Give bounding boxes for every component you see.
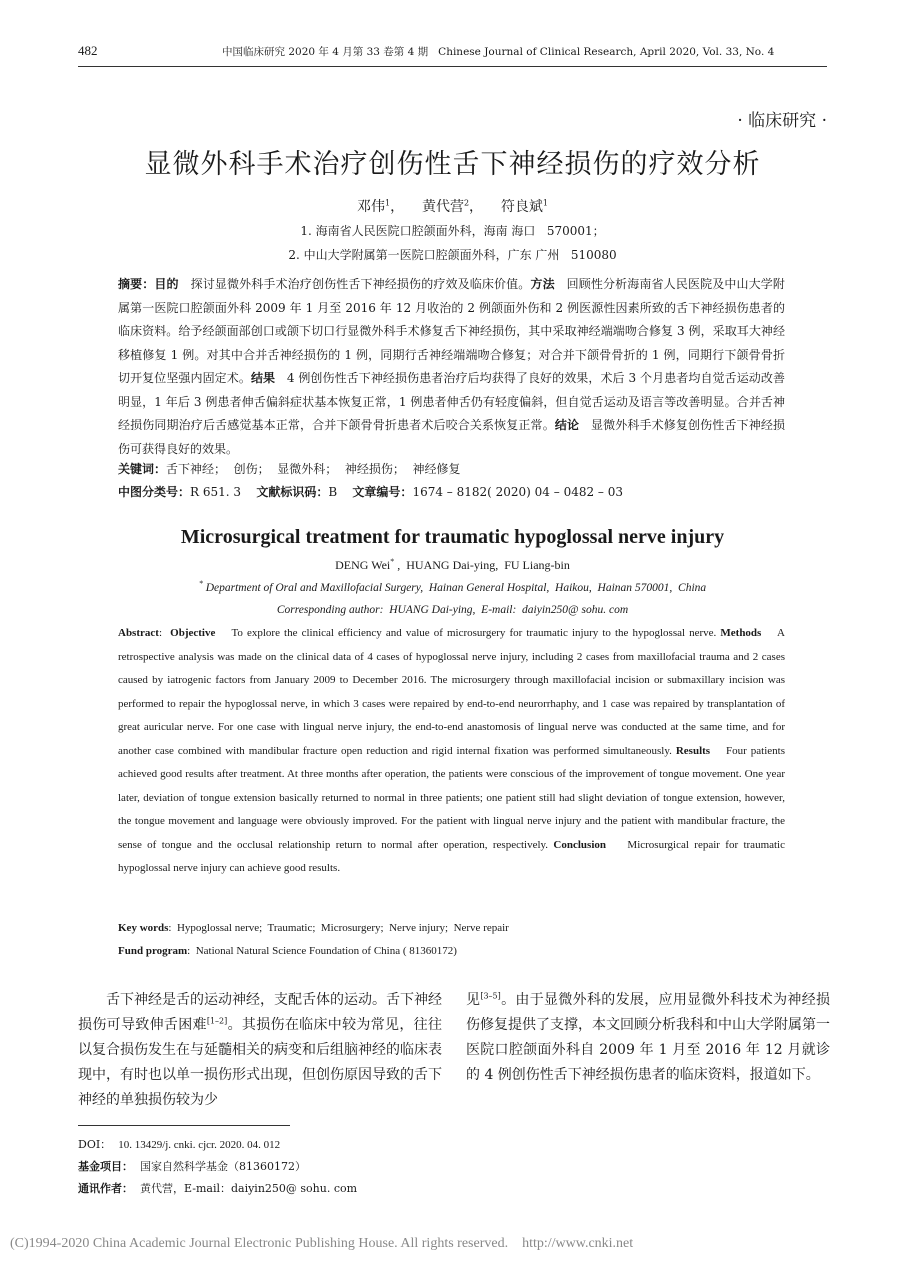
page-title: 显微外科手术治疗创伤性舌下神经损伤的疗效分析 xyxy=(144,149,761,180)
author-1: 邓伟 xyxy=(357,199,386,215)
header-divider xyxy=(78,66,827,67)
abstract-cn: 摘要：目的 探讨显微外科手术治疗创伤性舌下神经损伤的疗效及临床价值。方法 回顾性分析海南省人民医院及中山大学附属第一医院口腔颌面外科 2009 年 1 月至 2016 年 12 月收治的 2 例颌面外伤和 2 例医源性因素所致的舌下神经损伤患者的临床资料。给予经颌面部创口或颌下切口行显微外科手术修复舌下神经损伤，其中采取神经端端吻合修复 3 例，采取耳大神经移植修复 1 例。对其中合并舌神经损伤的 1 例，同期行舌神经端端吻合修复；对合并下颌骨骨折的 1 例，同期行下颌骨骨折切开复位坚强内固定术。结果 4 例创伤性舌下神经损伤患者治疗后均获得了良好的效果，术后 3 个月患者均自觉舌运动改善明显，1 年后 3 例患者伸舌偏斜症状基本恢复正常，1 例患者伸舌仍有轻度偏斜，但自觉舌运动及语言等改善明显。合并舌神经损伤同期治疗后舌感觉基本正常，合并下颌骨骨折患者术后咬合关系恢复正常。结论 显微外科手术修复创伤性舌下神经损伤可获得良好的效果。 xyxy=(118,277,785,456)
keywords-en: Key words: Hypoglossal nerve; Traumatic; Microsurgery; Nerve injury; Nerve repair xyxy=(118,922,509,934)
abstract-en: Abstract: Objective To explore the clinical efficiency and value of microsurgery for traumatic injury to the hypoglossal nerve. Methods A retrospective analysis was made on the clinical data of 4 cases of hypoglossal nerve injury, including 2 cases from maxillofacial trauma and 2 cases caused by iatrogenic factors from January 2009 to December 2016. The microsurgery through maxillofacial incision or submaxillary incision was performed to repair the hypoglossal nerve, in which 3 cases were repaired by end-to-end neurorrhaphy, and 1 case was repaired by transplantation of great auricular nerve. For one case with lingual nerve injury, the end-to-end anastomosis of lingual nerve was conducted at the same time, and for another case combined with mandibular fracture open reduction and rigid internal fixation was performed simultaneously. Results Four patients achieved good results after treatment. At three months after operation, the patients were conscious of the improvement of tongue movement. One year later, deviation of tongue extension basically returned to normal in three patients; one patient still had slight deviation of tongue extension, however, the tongue movement and language were obviously improved. For the patient with lingual nerve injury and the patient with mandibular fracture, the sense of tongue and the occlusal relationship return to normal after operation, respectively. Conclusion Microsurgical repair for traumatic hypoglossal nerve injury can achieve good results. xyxy=(118,627,785,874)
affiliation-en: * Department of Oral and Maxillofacial Surgery, Hainan General Hospital, Haikou, Hainan 570001, China xyxy=(198,579,707,594)
keywords-cn: 关键词：舌下神经； 创伤； 显微外科； 神经损伤； 神经修复 xyxy=(118,462,461,476)
author-2: 黄代营 xyxy=(421,199,464,215)
classification-line: 中图分类号：R 651. 3 文献标识码：B 文章编号：1674 – 8182( 2020) 04 – 0482 – 03 xyxy=(118,485,624,499)
footnote-corresponding: 通讯作者： 黄代营，E-mail：daiyin250@ sohu. com xyxy=(78,1182,358,1195)
page-number: 482 xyxy=(78,43,98,58)
affiliation-2: 2. 中山大学附属第一医院口腔颌面外科，广东 广州 510080 xyxy=(288,248,617,262)
section-tag: · 临床研究 · xyxy=(737,111,827,131)
author-3: 符良斌 xyxy=(500,199,543,215)
footnote-divider xyxy=(78,1125,290,1126)
authors-cn: 邓伟$^1$， 黄代营$^2$， 符良斌$^1$ xyxy=(357,198,548,215)
title-en: Microsurgical treatment for traumatic hypoglossal nerve injury xyxy=(180,526,725,548)
corresponding-author-en: Corresponding author: HUANG Dai-ying, E-mail: daiyin250@ sohu. com xyxy=(276,604,629,616)
body-column-2: 见[3–5]。由于显微外科的发展，应用显微外科技术为神经损伤修复提供了支撑，本文回顾分析我科和中山大学附属第一医院口腔颌面外科自 2009 年 1 月至 2016 年 12 月就诊的 4 例创伤性舌下神经损伤患者的临床资料，报道如下。 xyxy=(466,991,831,1083)
fund-program-en: Fund program: National Natural Science Foundation of China ( 81360172) xyxy=(118,945,457,957)
body-column-1: 舌下神经是舌的运动神经，支配舌体的运动。舌下神经损伤可导致伸舌困难[1–2]。其损伤在临床中较为常见，往往以复合损伤发生在与延髓相关的病变和后组脑神经的临床表现中，有时也以单一损伤形式出现，但创伤原因导致的舌下神经的单独损伤较为少 xyxy=(78,992,443,1108)
watermark: (C)1994-2020 China Academic Journal Electronic Publishing House. All rights reserved. http://www.cnki.net xyxy=(10,1236,634,1251)
affiliation-1: 1. 海南省人民医院口腔颌面外科，海南 海口 570001； xyxy=(300,224,605,238)
authors-en: DENG Wei* , HUANG Dai-ying, FU Liang-bin xyxy=(335,557,570,572)
footnote-doi: DOI： 10. 13429/j. cnki. cjcr. 2020. 04. 012 xyxy=(78,1138,281,1151)
running-header: 中国临床研究 2020 年 4 月第 33 卷第 4 期 Chinese Journal of Clinical Research, April 2020, Vol. 33, No. 4 xyxy=(222,46,775,58)
footnote-fund: 基金项目： 国家自然科学基金（81360172） xyxy=(78,1160,306,1173)
footnotes xyxy=(78,1134,357,1200)
